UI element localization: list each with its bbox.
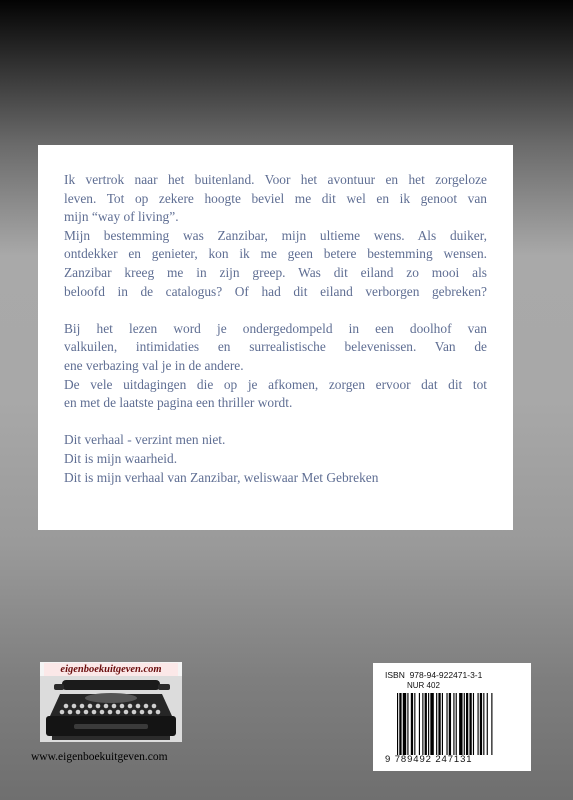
isbn-label: ISBN [385, 670, 405, 680]
blurb-line: Dit is mijn waarheid. [64, 450, 178, 466]
blurb-line: Dit verhaal - verzint men niet. [64, 432, 226, 448]
blurb-line: Dit is mijn verhaal van Zanzibar, weliswaar Met Gebreken [64, 469, 379, 485]
paragraph-gap [64, 301, 487, 320]
blurb-line: De vele uitdagingen die op je afkomen, zorgen ervoor dat dit tot [64, 376, 487, 392]
blurb-line: ontdekker en genieter, kon ik me geen betere bestemming wensen. [64, 246, 487, 262]
blurb-line: Zanzibar kreeg me in zijn greep. Was dit eiland zo mooi als [64, 264, 487, 280]
barcode-icon [397, 693, 525, 755]
barcode-box [373, 663, 531, 771]
publisher-url[interactable]: www.eigenboekuitgeven.com [31, 751, 168, 763]
blurb-line: Mijn bestemming was Zanzibar, mijn ultieme wens. Als duiker, [64, 227, 487, 243]
blurb-line: leven. Tot op zekere hoogte beviel me dit wel en ik genoot van [64, 190, 487, 206]
isbn-number: 978-94-922471-3-1 [409, 670, 483, 680]
blurb-line: ene verbazing val je in de andere. [64, 357, 244, 373]
publisher-logo [40, 662, 182, 742]
blurb-line: Ik vertrok naar het buitenland. Voor het avontuur en het zorgeloze [64, 172, 487, 187]
blurb-line: mijn “way of living”. [64, 209, 179, 225]
blurb-line: en met de laatste pagina een thriller wordt. [64, 395, 293, 411]
blurb-line: beloofd in de catalogus? Of had dit eiland verborgen gebreken? [64, 283, 487, 299]
isbn-row [385, 670, 482, 680]
blurb-panel [38, 145, 513, 530]
barcode-digits: 9 789492 247131 [385, 754, 473, 765]
blurb-line: Bij het lezen word je ondergedompeld in een doolhof van [64, 320, 487, 336]
publisher-logo-text: eigenboekuitgeven.com [44, 663, 178, 677]
typewriter-icon [40, 676, 182, 742]
paragraph-gap [64, 413, 487, 432]
nur-code: NUR 402 [407, 681, 440, 690]
blurb-line: valkuilen, intimidaties en surrealistische belevenissen. Van de [64, 339, 487, 355]
